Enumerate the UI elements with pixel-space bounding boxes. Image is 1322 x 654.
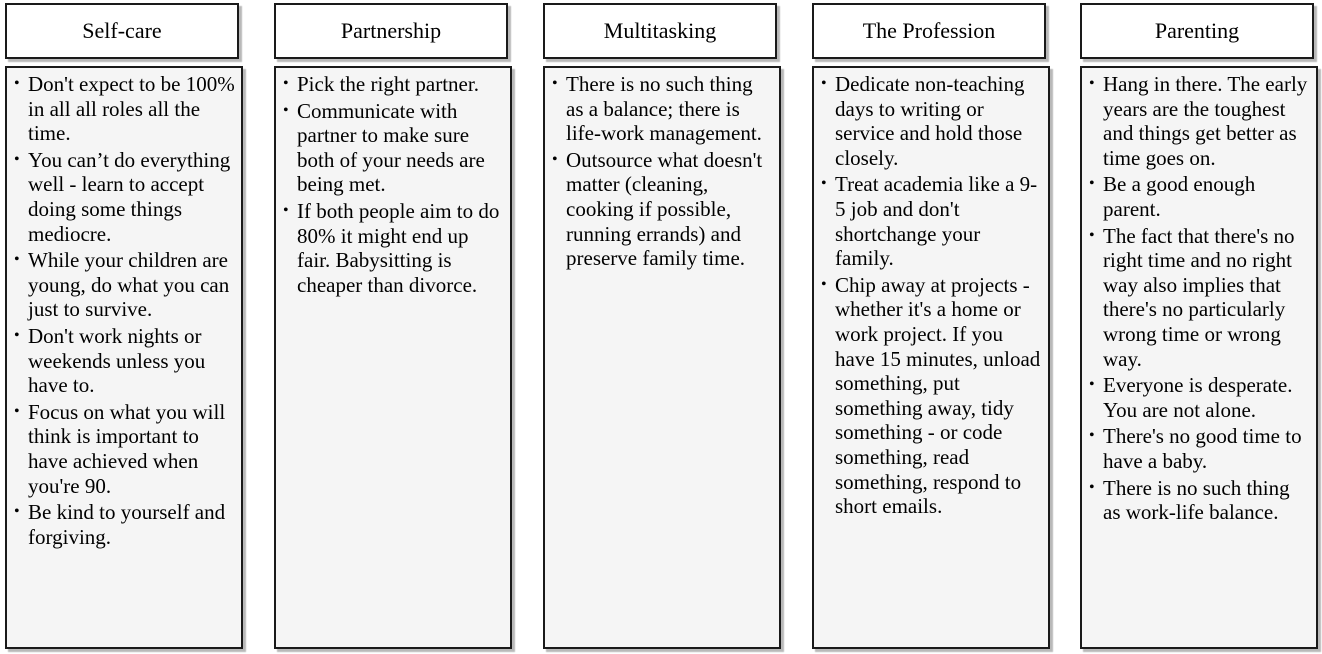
column-header-the-profession [812,3,1046,59]
list-item: • There is no such thing as work-life balance. [1089,475,1290,525]
column-header-self-care [5,3,239,59]
bullet-icon: • [1089,478,1095,496]
bullet-list [820,72,1042,519]
bullet-icon: • [1089,175,1095,193]
bullet-icon: • [821,175,827,193]
bullet-icon: • [1089,427,1095,445]
bullet-icon: • [14,503,20,521]
list-item: • Be a good enough parent. [1089,172,1256,221]
bullet-list [551,72,773,271]
bullet-list [282,72,504,297]
column-body-the-profession [812,66,1050,649]
list-item: • If both people aim to do 80% it might end up fair. Babysitting is cheaper than divorce. [283,198,500,297]
list-item: • Hang in there. The early years are the toughest and things get better as time goes on. [1089,72,1308,170]
bullet-list [13,72,235,549]
list-item: • Don't work nights or weekends unless you have to. [14,323,206,398]
bullet-icon: • [552,75,558,92]
bullet-icon: • [821,75,827,92]
column-title: Self-care [82,18,162,43]
column-the-profession [812,3,1046,649]
list-item: • There's no good time to have a baby. [1089,424,1302,473]
list-item: • Be kind to yourself and forgiving. [14,500,226,549]
column-self-care [5,3,239,649]
bullet-icon: • [1089,75,1095,92]
list-item: • Focus on what you will think is important to have achieved when you're 90. [14,399,226,498]
column-body-multitasking [543,66,781,649]
column-body-self-care [5,66,243,649]
column-header-partnership [274,3,508,59]
list-item: • Dedicate non-teaching days to writing or service and hold those closely. [821,72,1025,170]
bullet-icon: • [552,150,558,168]
column-header-multitasking [543,3,777,59]
column-parenting [1080,3,1314,649]
bullet-icon: • [14,402,20,420]
list-item: • Treat academia like a 9-5 job and don't shortchange your family. [821,172,1038,271]
column-body-parenting [1080,66,1318,649]
bullet-icon: • [1089,376,1095,394]
list-item: • Communicate with partner to make sure both of your needs are being met. [283,98,485,197]
bullet-icon: • [1089,226,1095,244]
column-title: The Profession [862,18,996,43]
bullet-icon: • [14,251,20,269]
bullet-icon: • [14,75,20,92]
list-item: • The fact that there's no right time and no right way also implies that there's no particularly wrong time or wrong way. [1089,223,1295,371]
list-item: • Don't expect to be 100% in all all roles all the time. [14,72,235,146]
list-item: • Outsource what doesn't matter (cleaning, cooking if possible, running errands) and preserve family time. [552,147,763,271]
bullet-icon: • [283,75,289,92]
column-title: Partnership [340,18,442,43]
column-header-parenting [1080,3,1314,59]
bullet-list [1088,72,1310,525]
list-item: • While your children are young, do what you can just to survive. [14,248,230,322]
column-partnership [274,3,508,649]
column-title: Multitasking [603,18,717,43]
list-item: • Everyone is desperate. You are not alone. [1089,373,1293,422]
list-item: • Chip away at projects - whether it's a home or work project. If you have 15 minutes, unload something, put something away, tidy something - or code something, read something, respond to short emails. [821,272,1041,519]
list-item: • There is no such thing as a balance; there is life-work management. [552,72,762,146]
column-title: Parenting [1154,18,1240,43]
column-body-partnership [274,66,512,649]
list-item: • You can’t do everything well - learn to accept doing some things mediocre. [14,147,231,246]
bullet-icon: • [283,201,289,219]
column-multitasking [543,3,777,649]
bullet-icon: • [14,150,20,168]
bullet-icon: • [283,101,289,119]
bullet-icon: • [14,326,20,344]
bullet-icon: • [821,275,827,293]
list-item: • Pick the right partner. [283,72,479,96]
